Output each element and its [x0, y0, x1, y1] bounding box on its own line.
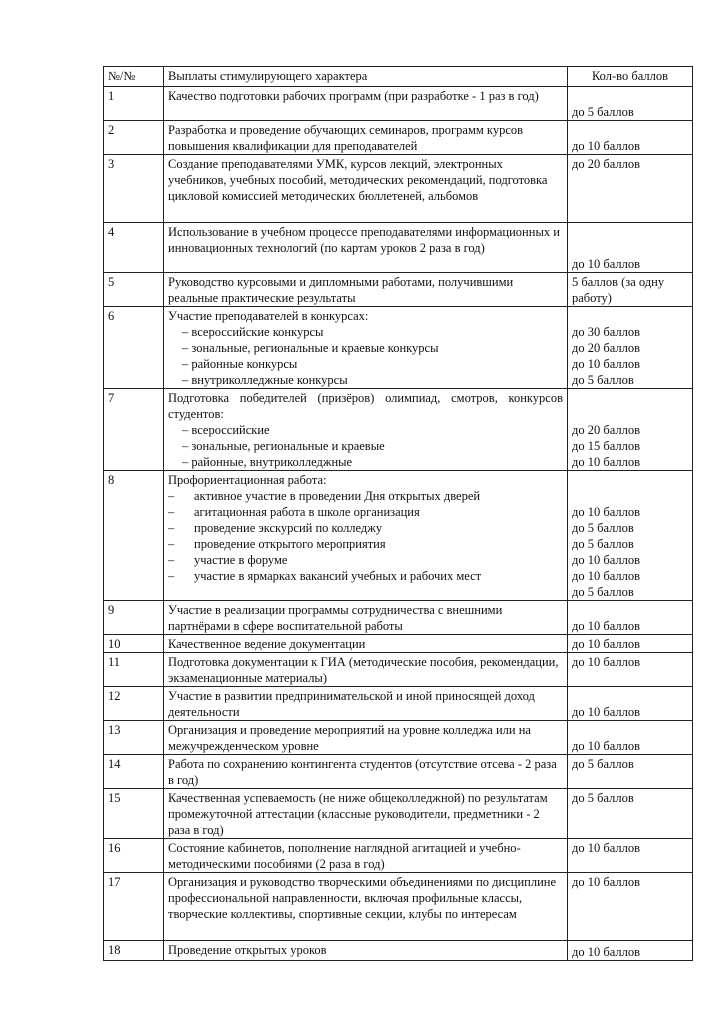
table-row	[104, 389, 693, 471]
row-heading: Подготовка победителей (призёров) олимпиад, смотров, конкурсов студентов:	[168, 391, 563, 421]
item-points: до 30 баллов	[572, 325, 641, 339]
table-row	[104, 87, 693, 121]
table-row	[104, 687, 693, 721]
item-points: до 5 баллов	[572, 537, 634, 551]
row-points: до 10 баллов	[568, 687, 693, 721]
header-desc: Выплаты стимулирующего характера	[164, 67, 568, 87]
table-row	[104, 839, 693, 873]
item-points: до 20 баллов	[572, 423, 641, 437]
row-desc: Качественное ведение документации	[164, 635, 568, 653]
row-num: 9	[104, 601, 164, 635]
table-row	[104, 121, 693, 155]
row-num: 12	[104, 687, 164, 721]
row-num: 17	[104, 873, 164, 941]
item-points: до 10 баллов	[572, 569, 641, 583]
row-num: 4	[104, 223, 164, 273]
row-points: до 10 баллов	[568, 601, 693, 635]
row-desc: Качественная успеваемость (не ниже общеколледжной) по результатам промежуточной аттестации (классные руководители, предметники - 2 раза в год)	[164, 789, 568, 839]
row-num: 6	[104, 307, 164, 389]
row-num: 14	[104, 755, 164, 789]
row-points: 5 баллов (за одну работу)	[568, 273, 693, 307]
row-desc: Разработка и проведение обучающих семинаров, программ курсов повышения квалификации для преподавателей	[164, 121, 568, 155]
item-points: до 10 баллов	[572, 553, 641, 567]
row-desc: Участие в развитии предпринимательской и иной приносящей доход деятельности	[164, 687, 568, 721]
row-desc: Подготовка документации к ГИА (методические пособия, рекомендации, экзаменационные материалы)	[164, 653, 568, 687]
table-row	[104, 155, 693, 223]
row-num: 15	[104, 789, 164, 839]
row-desc: Организация и руководство творческими объединениями по дисциплине профессиональной направленности, включая профильные классы, творческие коллективы, спортивные секции, клубы по интересам	[164, 873, 568, 941]
spacer	[572, 390, 688, 406]
row-num: 5	[104, 273, 164, 307]
row-points: до 20 баллов	[568, 155, 693, 223]
row-desc: Организация и проведение мероприятий на уровне колледжа или на межучрежденческом уровне	[164, 721, 568, 755]
row-points	[568, 471, 693, 601]
list-item: – проведение экскурсий по колледжу	[168, 520, 563, 536]
list-item: – агитационная работа в школе организация	[168, 504, 563, 520]
row-heading: Профориентационная работа:	[168, 473, 327, 487]
header-num: №/№	[104, 67, 164, 87]
row-desc: Использование в учебном процессе преподавателями информационных и инновационных технологий (по картам уроков 2 раза в год)	[164, 223, 568, 273]
item-points: до 10 баллов	[572, 455, 641, 469]
table-row	[104, 635, 693, 653]
row-num: 16	[104, 839, 164, 873]
item-points: до 15 баллов	[572, 439, 641, 453]
table-header-row	[104, 67, 693, 87]
row-desc: Проведение открытых уроков	[164, 941, 568, 961]
list-item: – всероссийские	[182, 423, 270, 437]
spacer	[572, 488, 688, 504]
table-row	[104, 873, 693, 941]
row-num: 3	[104, 155, 164, 223]
table-row	[104, 653, 693, 687]
row-points: до 10 баллов	[568, 941, 693, 961]
row-desc: Создание преподавателями УМК, курсов лекций, электронных учебников, учебных пособий, методических рекомендаций, подготовка цикловой комиссией методических бюллетеней, альбомов	[164, 155, 568, 223]
list-item: – зональные, региональные и краевые	[182, 439, 385, 453]
row-num: 10	[104, 635, 164, 653]
row-desc: Состояние кабинетов, пополнение наглядной агитацией и учебно-методическими пособиями (2 раза в год)	[164, 839, 568, 873]
row-num: 13	[104, 721, 164, 755]
row-points	[568, 307, 693, 389]
row-desc	[164, 471, 568, 601]
table-row	[104, 223, 693, 273]
row-heading: Участие преподавателей в конкурсах:	[168, 309, 369, 323]
item-points: до 5 баллов	[572, 585, 634, 599]
item-points: до 20 баллов	[572, 341, 641, 355]
item-points: до 5 баллов	[572, 373, 634, 387]
row-points: до 10 баллов	[568, 873, 693, 941]
list-item: – проведение открытого мероприятия	[168, 536, 563, 552]
row-points: до 5 баллов	[568, 789, 693, 839]
row-num: 1	[104, 87, 164, 121]
row-num: 11	[104, 653, 164, 687]
row-points	[568, 389, 693, 471]
row-points: до 10 баллов	[568, 721, 693, 755]
row-points: до 10 баллов	[568, 223, 693, 273]
header-points: Кол-во баллов	[568, 67, 693, 87]
list-item: – районные, внутриколледжные	[182, 455, 353, 469]
incentive-payments-table	[103, 66, 693, 961]
row-num: 8	[104, 471, 164, 601]
row-points: до 10 баллов	[568, 635, 693, 653]
list-item: – районные конкурсы	[182, 357, 298, 371]
row-points: до 5 баллов	[568, 755, 693, 789]
list-item: – активное участие в проведении Дня открытых дверей	[168, 488, 563, 504]
row-desc	[164, 389, 568, 471]
item-points: до 10 баллов	[572, 505, 641, 519]
table-row	[104, 941, 693, 961]
row-desc	[164, 307, 568, 389]
row-points: до 5 баллов	[568, 87, 693, 121]
item-points: до 10 баллов	[572, 357, 641, 371]
row-num: 7	[104, 389, 164, 471]
table-row	[104, 273, 693, 307]
row-desc: Работа по сохранению контингента студентов (отсутствие отсева - 2 раза в год)	[164, 755, 568, 789]
list-item: – участие в ярмарках вакансий учебных и рабочих мест	[168, 568, 563, 584]
row-points: до 10 баллов	[568, 839, 693, 873]
spacer	[572, 406, 688, 422]
list-item: – зональные, региональные и краевые конкурсы	[182, 341, 439, 355]
table-row	[104, 755, 693, 789]
row-points: до 10 баллов	[568, 121, 693, 155]
row-desc: Участие в реализации программы сотрудничества с внешними партнёрами в сфере воспитательной работы	[164, 601, 568, 635]
row-points: до 10 баллов	[568, 653, 693, 687]
table-row	[104, 601, 693, 635]
list-item: – участие в форуме	[168, 552, 563, 568]
list-item: – всероссийские конкурсы	[182, 325, 324, 339]
list-item: – внутриколледжные конкурсы	[182, 373, 348, 387]
spacer	[572, 308, 688, 324]
item-points: до 5 баллов	[572, 521, 634, 535]
row-desc: Качество подготовки рабочих программ (при разработке - 1 раз в год)	[164, 87, 568, 121]
table-row	[104, 471, 693, 601]
row-num: 2	[104, 121, 164, 155]
spacer	[572, 472, 688, 488]
table-row	[104, 307, 693, 389]
row-desc: Руководство курсовыми и дипломными работами, получившими реальные практические результаты	[164, 273, 568, 307]
row-num: 18	[104, 941, 164, 961]
table-row	[104, 789, 693, 839]
table-row	[104, 721, 693, 755]
